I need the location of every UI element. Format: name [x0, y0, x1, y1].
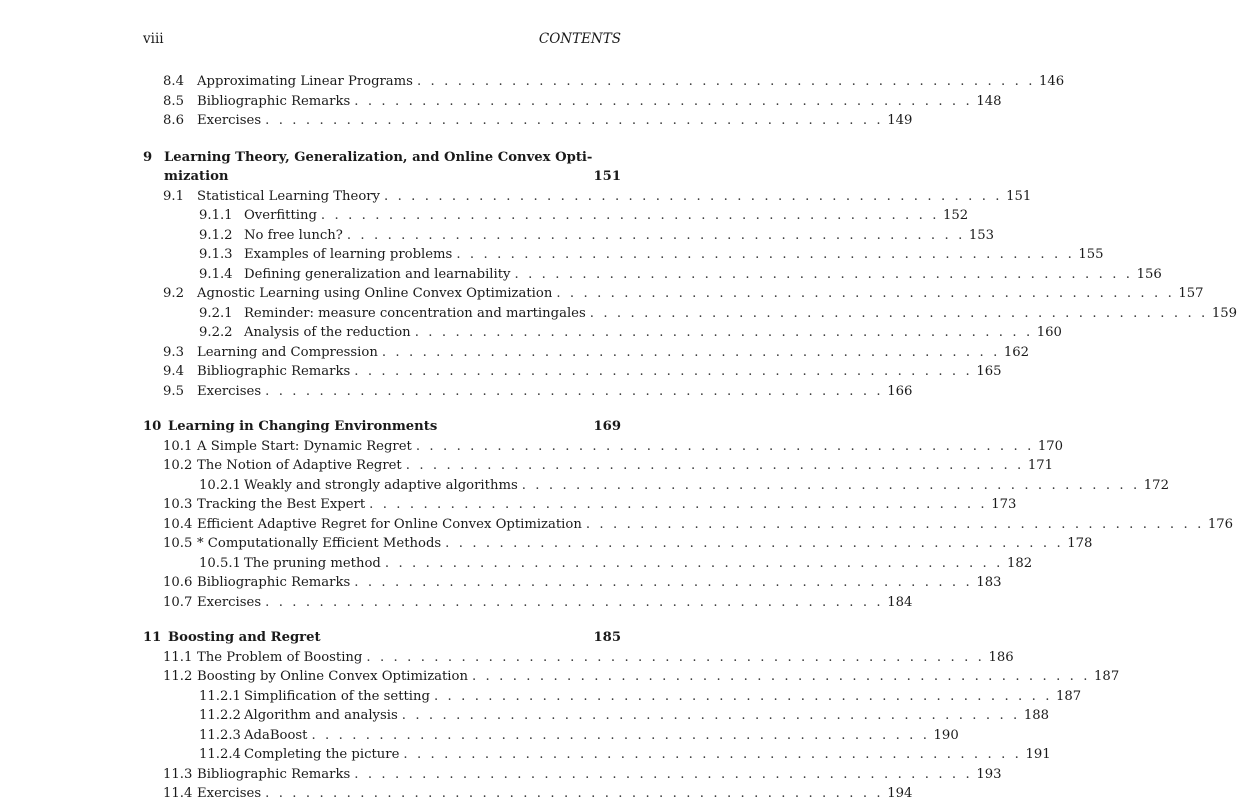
- section-title: Tracking the Best Expert: [197, 497, 366, 512]
- page-ref: 152: [943, 208, 969, 223]
- section-number: 9.2: [163, 286, 184, 301]
- toc-entry[interactable]: [143, 343, 1030, 363]
- page-ref: 148: [976, 93, 1002, 109]
- leader-dots: . . . . . . . . . . . . . . . . . . . . . . . . . . . . . . . . . . . . . . . . . . . . . .: [354, 364, 973, 379]
- section-number: 10.3: [163, 497, 193, 512]
- leader-dots: . . . . . . . . . . . . . . . . . . . . . . . . . . . . . . . . . . . . . . . . . . . . . .: [354, 575, 973, 590]
- subsection-title: Analysis of the reduction: [244, 325, 411, 340]
- page-ref: 184: [887, 594, 913, 610]
- toc-entry[interactable]: [143, 456, 1053, 476]
- chapter-page-ref: 151: [593, 169, 621, 184]
- section-title: Bibliographic Remarks: [197, 364, 351, 379]
- chapter-title: Learning Theory, Generalization, and Online Convex Opti-: [164, 149, 593, 165]
- subsection-title: Algorithm and analysis: [244, 708, 398, 723]
- toc-entry[interactable]: [143, 362, 1002, 382]
- subsection-number: 11.2.1: [199, 688, 241, 704]
- subsection-number: 9.1.2: [199, 227, 233, 243]
- leader-dots: . . . . . . . . . . . . . . . . . . . . . . . . . . . . . . . . . . . . . . . . . . . . . .: [403, 747, 1022, 762]
- leader-dots: . . . . . . . . . . . . . . . . . . . . . . . . . . . . . . . . . . . . . . . . . . . . . .: [445, 536, 1064, 551]
- subsection-number: 10.5.1: [199, 555, 241, 571]
- toc-entry[interactable]: [143, 554, 1033, 574]
- page-ref: 151: [1006, 188, 1032, 204]
- subsection-title: Defining generalization and learnability: [244, 266, 511, 282]
- page-ref: 165: [976, 364, 1002, 379]
- subsection-number: 9.1.4: [199, 266, 233, 282]
- section-number: 10.5: [163, 536, 193, 551]
- leader-dots: . . . . . . . . . . . . . . . . . . . . . . . . . . . . . . . . . . . . . . . . . . . . . .: [433, 688, 1053, 704]
- toc-entry[interactable]: [143, 784, 913, 804]
- leader-dots: . . . . . . . . . . . . . . . . . . . . . . . . . . . . . . . . . . . . . . . . . . . . . .: [415, 438, 1034, 454]
- toc-entry[interactable]: [143, 573, 1002, 593]
- section-title: Statistical Learning Theory: [197, 188, 381, 204]
- toc-entry[interactable]: [143, 706, 1050, 726]
- chapter-heading[interactable]: [143, 148, 621, 168]
- page-ref: 176: [1207, 516, 1234, 532]
- section-number: 8.4: [163, 74, 184, 89]
- section-number: 10.7: [163, 594, 193, 610]
- leader-dots: . . . . . . . . . . . . . . . . . . . . . . . . . . . . . . . . . . . . . . . . . . . . . .: [354, 93, 973, 109]
- leader-dots: . . . . . . . . . . . . . . . . . . . . . . . . . . . . . . . . . . . . . . . . . . . . . .: [589, 305, 1208, 321]
- section-title: Boosting by Online Convex Optimization: [197, 669, 468, 684]
- page-ref: 187: [1056, 688, 1082, 704]
- page-ref: 160: [1036, 325, 1062, 340]
- toc-entry[interactable]: [143, 72, 1065, 92]
- leader-dots: . . . . . . . . . . . . . . . . . . . . . . . . . . . . . . . . . . . . . . . . . . . . . .: [265, 113, 884, 128]
- running-title: CONTENTS: [538, 31, 621, 47]
- page-ref: 193: [976, 766, 1002, 782]
- section-number: 10.2: [163, 458, 193, 473]
- section-number: 9.1: [163, 188, 184, 204]
- subsection-number: 11.2.3: [199, 727, 241, 743]
- section-number: 9.5: [163, 383, 184, 399]
- subsection-title: AdaBoost: [244, 727, 308, 743]
- page-ref: 156: [1136, 266, 1162, 282]
- leader-dots: . . . . . . . . . . . . . . . . . . . . . . . . . . . . . . . . . . . . . . . . . . . . . .: [471, 669, 1091, 684]
- leader-dots: . . . . . . . . . . . . . . . . . . . . . . . . . . . . . . . . . . . . . . . . . . . . . .: [366, 649, 985, 665]
- toc-entry[interactable]: [143, 726, 959, 746]
- leader-dots: . . . . . . . . . . . . . . . . . . . . . . . . . . . . . . . . . . . . . . . . . . . . . .: [311, 727, 930, 743]
- toc-entry[interactable]: [143, 515, 1234, 535]
- toc-entry[interactable]: [143, 284, 1204, 304]
- page-ref: 153: [968, 227, 995, 243]
- toc-entry[interactable]: [143, 648, 1014, 668]
- toc-entry[interactable]: [143, 111, 913, 131]
- table-of-contents: [143, 72, 1237, 804]
- page-ref: 146: [1039, 74, 1065, 89]
- section-number: 11.2: [163, 669, 193, 684]
- page-ref: 188: [1023, 708, 1050, 723]
- leader-dots: . . . . . . . . . . . . . . . . . . . . . . . . . . . . . . . . . . . . . . . . . . . . . .: [265, 786, 884, 801]
- subsection-number: 9.2.2: [199, 325, 233, 340]
- toc-entry[interactable]: [143, 495, 1017, 515]
- toc-entry[interactable]: [143, 206, 969, 226]
- page-ref: 182: [1006, 555, 1033, 571]
- toc-entry[interactable]: [143, 92, 1002, 112]
- chapter-number: 9: [143, 149, 153, 165]
- subsection-number: 11.2.4: [199, 747, 241, 762]
- section-title: The Problem of Boosting: [197, 649, 363, 665]
- toc-entry[interactable]: [143, 323, 1062, 343]
- toc-entry[interactable]: [143, 476, 1169, 496]
- section-title: Exercises: [197, 594, 262, 610]
- section-number: 11.1: [163, 649, 193, 665]
- page-ref: 186: [988, 649, 1014, 665]
- page-ref: 171: [1027, 458, 1053, 473]
- toc-entry[interactable]: [143, 687, 1082, 707]
- leader-dots: . . . . . . . . . . . . . . . . . . . . . . . . . . . . . . . . . . . . . . . . . . . . . .: [265, 594, 884, 610]
- page-ref: 149: [887, 113, 913, 128]
- toc-entry[interactable]: [143, 265, 1162, 285]
- toc-entry[interactable]: [143, 667, 1120, 687]
- leader-dots: . . . . . . . . . . . . . . . . . . . . . . . . . . . . . . . . . . . . . . . . . . . . . .: [346, 227, 965, 243]
- chapter-heading[interactable]: [143, 417, 621, 437]
- page-ref: 159: [1211, 305, 1237, 321]
- section-title: * Computationally Efficient Methods: [197, 536, 442, 551]
- leader-dots: . . . . . . . . . . . . . . . . . . . . . . . . . . . . . . . . . . . . . . . . . . . . . .: [405, 458, 1024, 473]
- toc-entry[interactable]: [143, 226, 995, 246]
- section-title: The Notion of Adaptive Regret: [197, 458, 402, 473]
- chapter-number: 11: [143, 630, 162, 645]
- page-ref: 155: [1078, 247, 1104, 262]
- leader-dots: . . . . . . . . . . . . . . . . . . . . . . . . . . . . . . . . . . . . . . . . . . . . . .: [369, 497, 988, 512]
- section-title: Agnostic Learning using Online Convex Optimization: [197, 286, 553, 301]
- chapter-title: Learning in Changing Environments: [168, 419, 438, 434]
- leader-dots: . . . . . . . . . . . . . . . . . . . . . . . . . . . . . . . . . . . . . . . . . . . . . .: [414, 325, 1033, 340]
- section-title: Exercises: [197, 786, 262, 801]
- toc-entry[interactable]: [143, 437, 1064, 457]
- page-ref: 157: [1178, 286, 1204, 301]
- leader-dots: . . . . . . . . . . . . . . . . . . . . . . . . . . . . . . . . . . . . . . . . . . . . . .: [265, 383, 884, 399]
- page-ref: 187: [1094, 669, 1120, 684]
- subsection-number: 11.2.2: [199, 708, 241, 723]
- page-ref: 173: [991, 497, 1017, 512]
- subsection-title: No free lunch?: [244, 227, 343, 243]
- leader-dots: . . . . . . . . . . . . . . . . . . . . . . . . . . . . . . . . . . . . . . . . . . . . . .: [556, 286, 1175, 301]
- toc-entry[interactable]: [143, 245, 1104, 265]
- running-header: [143, 31, 621, 47]
- section-number: 8.6: [163, 113, 184, 128]
- leader-dots: . . . . . . . . . . . . . . . . . . . . . . . . . . . . . . . . . . . . . . . . . . . . . .: [384, 555, 1003, 571]
- leader-dots: . . . . . . . . . . . . . . . . . . . . . . . . . . . . . . . . . . . . . . . . . . . . . .: [416, 74, 1036, 89]
- subsection-title: Examples of learning problems: [244, 247, 453, 262]
- section-title: Bibliographic Remarks: [197, 575, 351, 590]
- section-title: Exercises: [197, 113, 262, 128]
- toc-entry[interactable]: [143, 304, 1237, 324]
- leader-dots: . . . . . . . . . . . . . . . . . . . . . . . . . . . . . . . . . . . . . . . . . . . . . .: [585, 516, 1204, 532]
- chapter-title-continued: mization: [164, 169, 229, 184]
- chapter-heading-continued[interactable]: [143, 167, 621, 187]
- section-number: 10.6: [163, 575, 193, 590]
- subsection-number: 9.2.1: [199, 305, 233, 321]
- subsection-title: Completing the picture: [244, 747, 400, 762]
- chapter-heading[interactable]: [143, 628, 621, 648]
- subsection-title: The pruning method: [244, 555, 381, 571]
- section-number: 11.4: [163, 786, 193, 801]
- toc-entry[interactable]: [143, 187, 1032, 207]
- page-ref: 166: [887, 383, 913, 399]
- leader-dots: . . . . . . . . . . . . . . . . . . . . . . . . . . . . . . . . . . . . . . . . . . . . . .: [320, 208, 939, 223]
- toc-entry[interactable]: [143, 765, 1002, 785]
- section-number: 8.5: [163, 93, 184, 109]
- leader-dots: . . . . . . . . . . . . . . . . . . . . . . . . . . . . . . . . . . . . . . . . . . . . . .: [456, 247, 1075, 262]
- leader-dots: . . . . . . . . . . . . . . . . . . . . . . . . . . . . . . . . . . . . . . . . . . . . . .: [521, 477, 1140, 493]
- chapter-title: Boosting and Regret: [168, 630, 321, 645]
- page-ref: 191: [1025, 747, 1051, 762]
- subsection-title: Simplification of the setting: [244, 688, 430, 704]
- leader-dots: . . . . . . . . . . . . . . . . . . . . . . . . . . . . . . . . . . . . . . . . . . . . . .: [384, 188, 1003, 204]
- subsection-number: 9.1.1: [199, 208, 233, 223]
- page-ref: 190: [933, 727, 959, 743]
- chapter-page-ref: 169: [593, 419, 621, 434]
- section-title: Exercises: [197, 383, 262, 399]
- page-ref: 183: [976, 575, 1002, 590]
- section-number: 10.1: [163, 438, 193, 454]
- section-number: 10.4: [163, 516, 193, 532]
- subsection-title: Overfitting: [244, 208, 317, 223]
- subsection-title: Weakly and strongly adaptive algorithms: [244, 477, 518, 493]
- toc-entry[interactable]: [143, 745, 1051, 765]
- section-title: Bibliographic Remarks: [197, 766, 351, 782]
- chapter-number: 10: [143, 419, 162, 434]
- page-ref: 194: [887, 786, 913, 801]
- toc-entry[interactable]: [143, 534, 1093, 554]
- subsection-number: 9.1.3: [199, 247, 233, 262]
- leader-dots: . . . . . . . . . . . . . . . . . . . . . . . . . . . . . . . . . . . . . . . . . . . . . .: [401, 708, 1020, 723]
- page-ref: 178: [1067, 536, 1093, 551]
- section-title: Efficient Adaptive Regret for Online Convex Optimization: [197, 516, 582, 532]
- page-ref: 172: [1143, 477, 1169, 493]
- leader-dots: . . . . . . . . . . . . . . . . . . . . . . . . . . . . . . . . . . . . . . . . . . . . . .: [354, 766, 973, 782]
- page-ref: 162: [1003, 344, 1030, 360]
- section-number: 9.4: [163, 364, 184, 379]
- page-ref: 170: [1037, 438, 1064, 454]
- section-title: Bibliographic Remarks: [197, 93, 351, 109]
- toc-entry[interactable]: [143, 593, 913, 613]
- section-number: 9.3: [163, 344, 184, 360]
- leader-dots: . . . . . . . . . . . . . . . . . . . . . . . . . . . . . . . . . . . . . . . . . . . . . .: [381, 344, 1000, 360]
- leader-dots: . . . . . . . . . . . . . . . . . . . . . . . . . . . . . . . . . . . . . . . . . . . . . .: [514, 266, 1133, 282]
- chapter-page-ref: 185: [593, 630, 621, 645]
- section-title: Learning and Compression: [197, 344, 378, 360]
- section-number: 11.3: [163, 766, 193, 782]
- toc-entry[interactable]: [143, 382, 913, 402]
- section-title: A Simple Start: Dynamic Regret: [197, 438, 412, 454]
- subsection-title: Reminder: measure concentration and martingales: [244, 305, 586, 321]
- section-title: Approximating Linear Programs: [197, 74, 413, 89]
- subsection-number: 10.2.1: [199, 477, 241, 493]
- page-number: viii: [143, 31, 164, 47]
